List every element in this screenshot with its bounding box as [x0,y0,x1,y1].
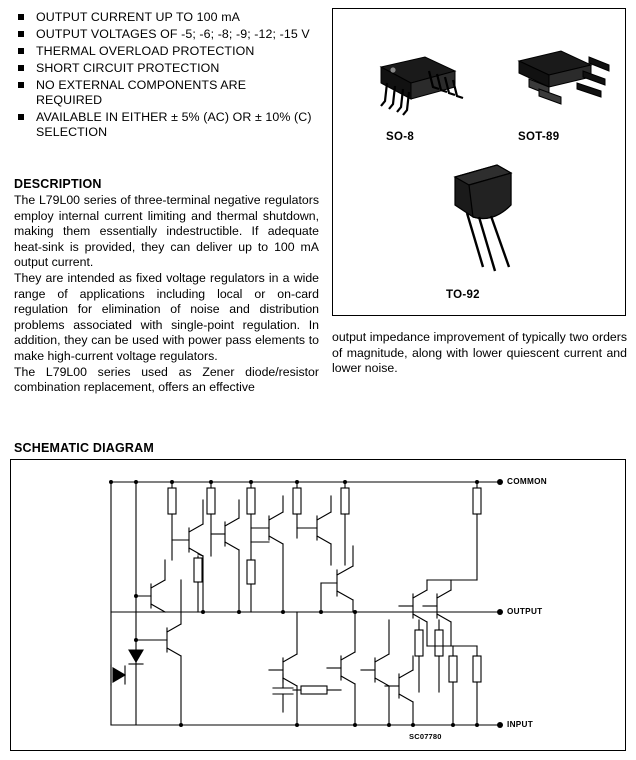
feature-list [14,10,314,142]
description-paragraph: They are intended as fixed voltage regulators in a wide range of applications including local or on-card regulation for elimination of noise and distribution problems associated with single-point regulation. In addition, they can be used with power pass elements to make high-current voltage regulators. [14,270,319,363]
feature-text: SHORT CIRCUIT PROTECTION [36,61,220,75]
description-continuation: output impedance improvement of typically two orders of magnitude, along with lower quiescent current and lower noise. [332,330,627,376]
package-drawings [333,9,624,314]
list-item [14,27,314,42]
sot89-package-icon [519,51,609,104]
square-bullet-icon [18,65,24,71]
net-label-common: COMMON [507,477,548,486]
net-label-input: INPUT [507,720,534,729]
to92-package-icon [455,165,511,271]
square-bullet-icon [18,48,24,54]
schematic-diagram-box [10,459,626,751]
list-item [14,44,314,59]
so8-package-icon [381,57,463,115]
description-heading: DESCRIPTION [14,177,102,191]
description-paragraph: The L79L00 series used as Zener diode/resistor combination replacement, offers an effective [14,364,319,395]
description-paragraph: The L79L00 series of three-terminal negative regulators employ internal current limiting and thermal shutdown, making them essentially indestructible. If adequate heat-sink is provided, they can deliver up to 100 mA output current. [14,193,319,270]
package-label-so8: SO-8 [386,131,415,143]
list-item [14,110,314,140]
list-item [14,78,314,108]
description-body [14,193,319,396]
schematic-reference-code: SC07780 [409,732,442,741]
feature-text: AVAILABLE IN EITHER ± 5% (AC) OR ± 10% (C) SELECTION [36,110,312,139]
square-bullet-icon [18,114,24,120]
list-item [14,10,314,25]
package-label-sot89: SOT-89 [518,131,560,143]
feature-text: OUTPUT CURRENT UP TO 100 mA [36,10,240,24]
feature-text: OUTPUT VOLTAGES OF -5; -6; -8; -9; -12; -15 V [36,27,310,41]
net-label-output: OUTPUT [507,607,543,616]
package-outline-box [332,8,626,316]
package-label-to92: TO-92 [446,289,480,301]
feature-text: NO EXTERNAL COMPONENTS ARE REQUIRED [36,78,247,107]
square-bullet-icon [18,82,24,88]
square-bullet-icon [18,14,24,20]
feature-text: THERMAL OVERLOAD PROTECTION [36,44,255,58]
schematic-heading: SCHEMATIC DIAGRAM [14,441,154,455]
square-bullet-icon [18,31,24,37]
list-item [14,61,314,76]
schematic-drawing [11,460,624,749]
